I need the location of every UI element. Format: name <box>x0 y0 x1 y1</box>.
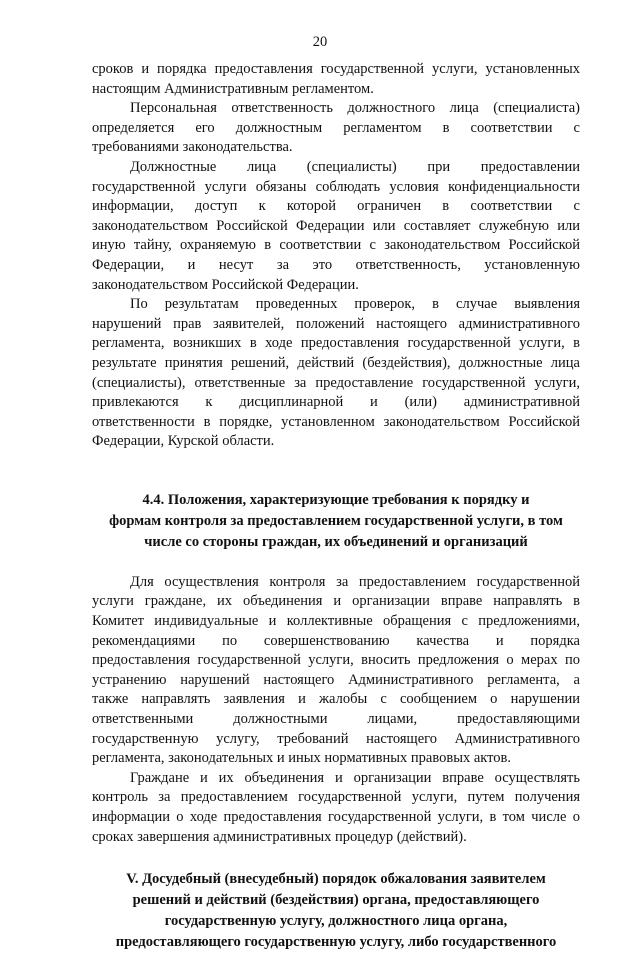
text-line: (специалисты), ответственные за предоставление государственной услуги, <box>92 374 580 391</box>
paragraph <box>92 295 580 452</box>
text-line: Комитет индивидуальные и коллективные обращения с предложениями, <box>92 613 580 630</box>
text-line: привлекаются к дисциплинарной и (или) административной <box>92 394 580 411</box>
heading-line: формам контроля за предоставлением государственной услуги, в том <box>109 512 563 529</box>
text-line: нарушений прав заявителей, положений настоящего административного <box>92 315 580 332</box>
section-heading <box>72 490 600 553</box>
text-line: результате принятия решений, действий (бездействия), должностные лица <box>92 354 580 371</box>
text-line: информации о ходе предоставления государственной услуги, в том числе о <box>92 809 580 825</box>
text-line: государственной услуги обязаны соблюдать условия конфиденциальности <box>92 178 580 195</box>
document-body <box>92 60 580 953</box>
text-line: требованиями законодательства. <box>92 139 293 156</box>
paragraph <box>92 60 580 99</box>
text-line: определяется его должностным регламентом в соответствии с <box>92 119 580 136</box>
text-line: контроль за предоставлением государственной услуги, путем получения <box>92 789 580 806</box>
text-line: информации, доступ к которой ограничен в соответствии с <box>92 198 580 215</box>
heading-line: V. Досудебный (внесудебный) порядок обжалования заявителем <box>126 871 546 888</box>
text-line: также направлять заявления и жалобы с сообщением о нарушении <box>92 691 580 708</box>
text-line: государственную услугу, требований настоящего Административного <box>92 730 580 747</box>
heading-line: государственную услугу, должностного лица органа, <box>164 913 508 930</box>
text-line: ответственными должностными лицами, предоставляющими <box>92 711 580 728</box>
paragraph <box>92 769 580 847</box>
text-line: По результатам проведенных проверок, в случае выявления <box>130 296 580 313</box>
heading-line: решений и действий (бездействия) органа, предоставляющего <box>132 892 540 909</box>
text-line: иную тайну, охраняемую в соответствии с законодательством Российской <box>92 237 580 254</box>
text-line: настоящим Административным регламентом. <box>92 80 374 97</box>
text-line: законодательством Российской Федерации или составляет служебную или <box>92 217 580 234</box>
text-line: законодательством Российской Федерации. <box>92 276 359 293</box>
text-line: Для осуществления контроля за предоставлением государственной <box>130 573 580 590</box>
text-line: Федерации, Курской области. <box>92 433 275 450</box>
page-number: 20 <box>312 34 328 50</box>
paragraph <box>92 158 580 295</box>
text-line: ответственности в порядке, установленном законодательством Российской <box>92 413 580 430</box>
heading-line: 4.4. Положения, характеризующие требования к порядку и <box>142 491 530 508</box>
paragraph <box>92 573 580 769</box>
text-line: Должностные лица (специалисты) при предоставлении <box>130 158 580 175</box>
text-line: регламента, законодательных и иных нормативных правовых актов. <box>92 750 511 767</box>
text-line: устранению нарушений настоящего Административного регламента, а <box>92 671 580 688</box>
text-line: услуги граждане, их объединения и организации вправе направлять в <box>92 593 580 610</box>
text-line: Граждане и их объединения и организации вправе осуществлять <box>130 769 580 786</box>
heading-line: предоставляющего государственную услугу, либо государственного <box>115 934 557 951</box>
heading-line: числе со стороны граждан, их объединений и организаций <box>144 533 528 550</box>
text-line: предоставления государственной услуги, вносить предложения о мерах по <box>92 652 580 669</box>
text-line: регламента, возникших в ходе предоставления государственной услуги, в <box>92 335 580 352</box>
paragraph <box>92 99 580 158</box>
text-line: Федерации, и несут за это ответственность, установленную <box>92 256 580 273</box>
text-line: рекомендациями по совершенствованию качества и порядка <box>92 632 580 649</box>
text-line: сроках завершения административных процедур (действий). <box>92 828 467 845</box>
section-heading <box>72 869 600 953</box>
text-line: Персональная ответственность должностного лица (специалиста) <box>130 100 580 117</box>
text-line: сроков и порядка предоставления государственной услуги, установленных <box>92 61 580 77</box>
